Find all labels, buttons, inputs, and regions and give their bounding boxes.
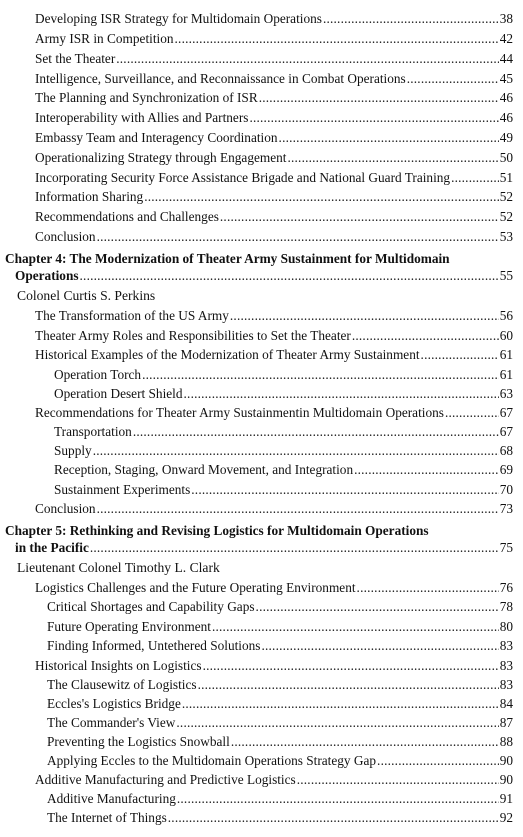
chapter-title-continued: in the Pacific bbox=[15, 540, 89, 555]
toc-subentry[interactable] bbox=[47, 637, 513, 654]
toc-entry-title: The Internet of Things bbox=[47, 810, 167, 825]
toc-entry[interactable] bbox=[35, 228, 513, 245]
leader-dots bbox=[261, 637, 498, 654]
toc-subentry[interactable] bbox=[54, 423, 513, 440]
toc-entry-title: Preventing the Logistics Snowball bbox=[47, 734, 230, 749]
leader-dots bbox=[175, 30, 499, 47]
toc-entry[interactable] bbox=[35, 10, 513, 27]
toc-page-number: 90 bbox=[499, 753, 513, 768]
toc-entry[interactable] bbox=[35, 129, 513, 146]
toc-page-number: 83 bbox=[499, 658, 513, 673]
toc-entry-title: Historical Insights on Logistics bbox=[35, 658, 202, 673]
chapter-heading[interactable] bbox=[5, 250, 513, 284]
toc-page-number: 67 bbox=[499, 424, 513, 439]
toc-page-number: 51 bbox=[499, 170, 513, 185]
toc-subentry[interactable] bbox=[47, 695, 513, 712]
toc-entry-title: Operation Desert Shield bbox=[54, 386, 183, 401]
toc-page-number: 73 bbox=[499, 501, 513, 516]
toc-page-number: 84 bbox=[499, 696, 513, 711]
leader-dots bbox=[176, 714, 498, 731]
toc-entry-title: Historical Examples of the Modernization of Theater Army Sustainment bbox=[35, 347, 420, 362]
leader-dots bbox=[97, 228, 499, 245]
toc-page-number: 92 bbox=[499, 810, 513, 825]
chapter-heading[interactable] bbox=[5, 522, 513, 556]
toc-subentry[interactable] bbox=[47, 714, 513, 731]
toc-entry-title: Sustainment Experiments bbox=[54, 482, 191, 497]
toc-subentry[interactable] bbox=[54, 442, 513, 459]
toc-entry-title: Future Operating Environment bbox=[47, 619, 211, 634]
toc-page-number: 90 bbox=[499, 772, 513, 787]
toc-page-number: 55 bbox=[499, 268, 513, 283]
leader-dots bbox=[203, 657, 499, 674]
toc-entry-title: Critical Shortages and Capability Gaps bbox=[47, 599, 255, 614]
toc-entry[interactable] bbox=[35, 149, 513, 166]
toc-entry-title: Intelligence, Surveillance, and Reconnaissance in Combat Operations bbox=[35, 71, 406, 86]
toc-page-number: 61 bbox=[499, 367, 513, 382]
toc-entry[interactable] bbox=[35, 70, 513, 87]
leader-dots bbox=[80, 267, 499, 284]
leader-dots bbox=[377, 752, 499, 769]
toc-entry[interactable] bbox=[35, 89, 513, 106]
toc-entry-title: Set the Theater bbox=[35, 51, 116, 66]
leader-dots bbox=[133, 423, 499, 440]
toc-page-number: 53 bbox=[499, 229, 513, 244]
toc-subentry[interactable] bbox=[47, 598, 513, 615]
leader-dots bbox=[220, 208, 499, 225]
toc-subentry[interactable] bbox=[47, 752, 513, 769]
leader-dots bbox=[142, 366, 499, 383]
toc-entry-title: Logistics Challenges and the Future Operating Environment bbox=[35, 580, 356, 595]
leader-dots bbox=[421, 346, 499, 363]
toc-page-number: 76 bbox=[499, 580, 513, 595]
toc-entry-title: Army ISR in Competition bbox=[35, 31, 174, 46]
toc-page-number: 46 bbox=[499, 110, 513, 125]
toc-page-number: 63 bbox=[499, 386, 513, 401]
toc-entry[interactable] bbox=[35, 404, 513, 421]
toc-subentry[interactable] bbox=[47, 676, 513, 693]
toc-entry[interactable] bbox=[35, 188, 513, 205]
leader-dots bbox=[198, 676, 499, 693]
toc-entry-title: Interoperability with Allies and Partners bbox=[35, 110, 249, 125]
leader-dots bbox=[256, 598, 499, 615]
toc-page-number: 83 bbox=[499, 677, 513, 692]
toc-page-number: 42 bbox=[499, 31, 513, 46]
toc-entry-title: The Planning and Synchronization of ISR bbox=[35, 90, 258, 105]
leader-dots bbox=[323, 10, 499, 27]
toc-entry-title: Finding Informed, Untethered Solutions bbox=[47, 638, 261, 653]
toc-subentry[interactable] bbox=[47, 790, 513, 807]
chapter-title: Chapter 5: Rethinking and Revising Logistics for Multidomain Operations bbox=[5, 523, 429, 538]
leader-dots bbox=[90, 539, 499, 556]
chapter-author: Lieutenant Colonel Timothy L. Clark bbox=[17, 560, 220, 575]
toc-page-number: 91 bbox=[499, 791, 513, 806]
leader-dots bbox=[451, 169, 499, 186]
leader-dots bbox=[357, 579, 499, 596]
chapter-title-continued: Operations bbox=[15, 268, 79, 283]
leader-dots bbox=[177, 790, 499, 807]
toc-page-number: 38 bbox=[499, 11, 513, 26]
toc-entry[interactable] bbox=[35, 327, 513, 344]
toc-entry-title: Additive Manufacturing bbox=[47, 791, 176, 806]
toc-page-number: 49 bbox=[499, 130, 513, 145]
leader-dots bbox=[259, 89, 499, 106]
toc-entry-title: Developing ISR Strategy for Multidomain Operations bbox=[35, 11, 322, 26]
toc-entry[interactable] bbox=[35, 208, 513, 225]
toc-subentry[interactable] bbox=[47, 809, 513, 826]
toc-page-number: 69 bbox=[499, 462, 513, 477]
toc-entry[interactable] bbox=[35, 579, 513, 596]
toc-page-number: 75 bbox=[499, 540, 513, 555]
toc-entry-title: The Commander's View bbox=[47, 715, 176, 730]
toc-subentry[interactable] bbox=[54, 481, 513, 498]
toc-entry-title: Information Sharing bbox=[35, 189, 144, 204]
leader-dots bbox=[352, 327, 499, 344]
leader-dots bbox=[116, 50, 498, 67]
chapter-title: Chapter 4: The Modernization of Theater Army Sustainment for Multidomain bbox=[5, 251, 450, 266]
toc-page-number: 56 bbox=[499, 308, 513, 323]
toc-entry-title: Recommendations for Theater Army Sustainmentin Multidomain Operations bbox=[35, 405, 444, 420]
toc-entry[interactable] bbox=[35, 307, 513, 324]
toc-page-number: 52 bbox=[499, 189, 513, 204]
toc-entry-title: Transportation bbox=[54, 424, 132, 439]
toc-subentry[interactable] bbox=[47, 733, 513, 750]
leader-dots bbox=[354, 461, 499, 478]
leader-dots bbox=[97, 500, 499, 517]
toc-page-number: 87 bbox=[499, 715, 513, 730]
leader-dots bbox=[168, 809, 499, 826]
toc-entry-title: Supply bbox=[54, 443, 92, 458]
toc-entry-title: Operation Torch bbox=[54, 367, 142, 382]
leader-dots bbox=[445, 404, 499, 421]
leader-dots bbox=[287, 149, 498, 166]
leader-dots bbox=[249, 109, 498, 126]
leader-dots bbox=[230, 307, 499, 324]
toc-page-number: 67 bbox=[499, 405, 513, 420]
leader-dots bbox=[182, 695, 499, 712]
toc-entry-title: Applying Eccles to the Multidomain Operations Strategy Gap bbox=[47, 753, 377, 768]
leader-dots bbox=[212, 618, 499, 635]
leader-dots bbox=[407, 70, 499, 87]
toc-entry[interactable] bbox=[35, 771, 513, 788]
toc-entry-title: The Transformation of the US Army bbox=[35, 308, 229, 323]
toc-entry-title: Conclusion bbox=[35, 501, 96, 516]
toc-entry[interactable] bbox=[35, 50, 513, 67]
toc-subentry[interactable] bbox=[54, 461, 513, 478]
toc-subentry[interactable] bbox=[54, 385, 513, 402]
leader-dots bbox=[279, 129, 499, 146]
toc-page-number: 68 bbox=[499, 443, 513, 458]
toc-entry-title: Embassy Team and Interagency Coordination bbox=[35, 130, 278, 145]
leader-dots bbox=[231, 733, 499, 750]
toc-entry[interactable] bbox=[35, 169, 513, 186]
toc-page-number: 88 bbox=[499, 734, 513, 749]
toc-entry[interactable] bbox=[35, 346, 513, 363]
toc-page-number: 50 bbox=[499, 150, 513, 165]
toc-entry-title: Reception, Staging, Onward Movement, and Integration bbox=[54, 462, 354, 477]
leader-dots bbox=[144, 188, 499, 205]
leader-dots bbox=[184, 385, 499, 402]
toc-entry[interactable] bbox=[35, 657, 513, 674]
toc-page-number: 45 bbox=[499, 71, 513, 86]
toc-subentry[interactable] bbox=[54, 366, 513, 383]
toc-entry-title: Operationalizing Strategy through Engagement bbox=[35, 150, 287, 165]
toc-page-number: 52 bbox=[499, 209, 513, 224]
toc-entry[interactable] bbox=[35, 30, 513, 47]
leader-dots bbox=[191, 481, 498, 498]
leader-dots bbox=[297, 771, 499, 788]
toc-entry[interactable] bbox=[35, 500, 513, 517]
leader-dots bbox=[93, 442, 499, 459]
toc-entry-title: Eccles's Logistics Bridge bbox=[47, 696, 181, 711]
toc-page-number: 78 bbox=[499, 599, 513, 614]
toc-page-number: 70 bbox=[499, 482, 513, 497]
toc-page-number: 61 bbox=[499, 347, 513, 362]
toc-page-number: 60 bbox=[499, 328, 513, 343]
toc-page-number: 46 bbox=[499, 90, 513, 105]
toc-entry-title: Additive Manufacturing and Predictive Logistics bbox=[35, 772, 296, 787]
toc-entry[interactable] bbox=[35, 109, 513, 126]
toc-entry-title: Theater Army Roles and Responsibilities to Set the Theater bbox=[35, 328, 351, 343]
toc-page-number: 80 bbox=[499, 619, 513, 634]
toc-entry-title: Recommendations and Challenges bbox=[35, 209, 219, 224]
toc-page-number: 83 bbox=[499, 638, 513, 653]
toc-entry-title: Incorporating Security Force Assistance Brigade and National Guard Training bbox=[35, 170, 451, 185]
toc-entry-title: The Clausewitz of Logistics bbox=[47, 677, 197, 692]
toc-entry-title: Conclusion bbox=[35, 229, 96, 244]
toc-subentry[interactable] bbox=[47, 618, 513, 635]
chapter-author: Colonel Curtis S. Perkins bbox=[17, 288, 156, 303]
toc-page-number: 44 bbox=[499, 51, 513, 66]
